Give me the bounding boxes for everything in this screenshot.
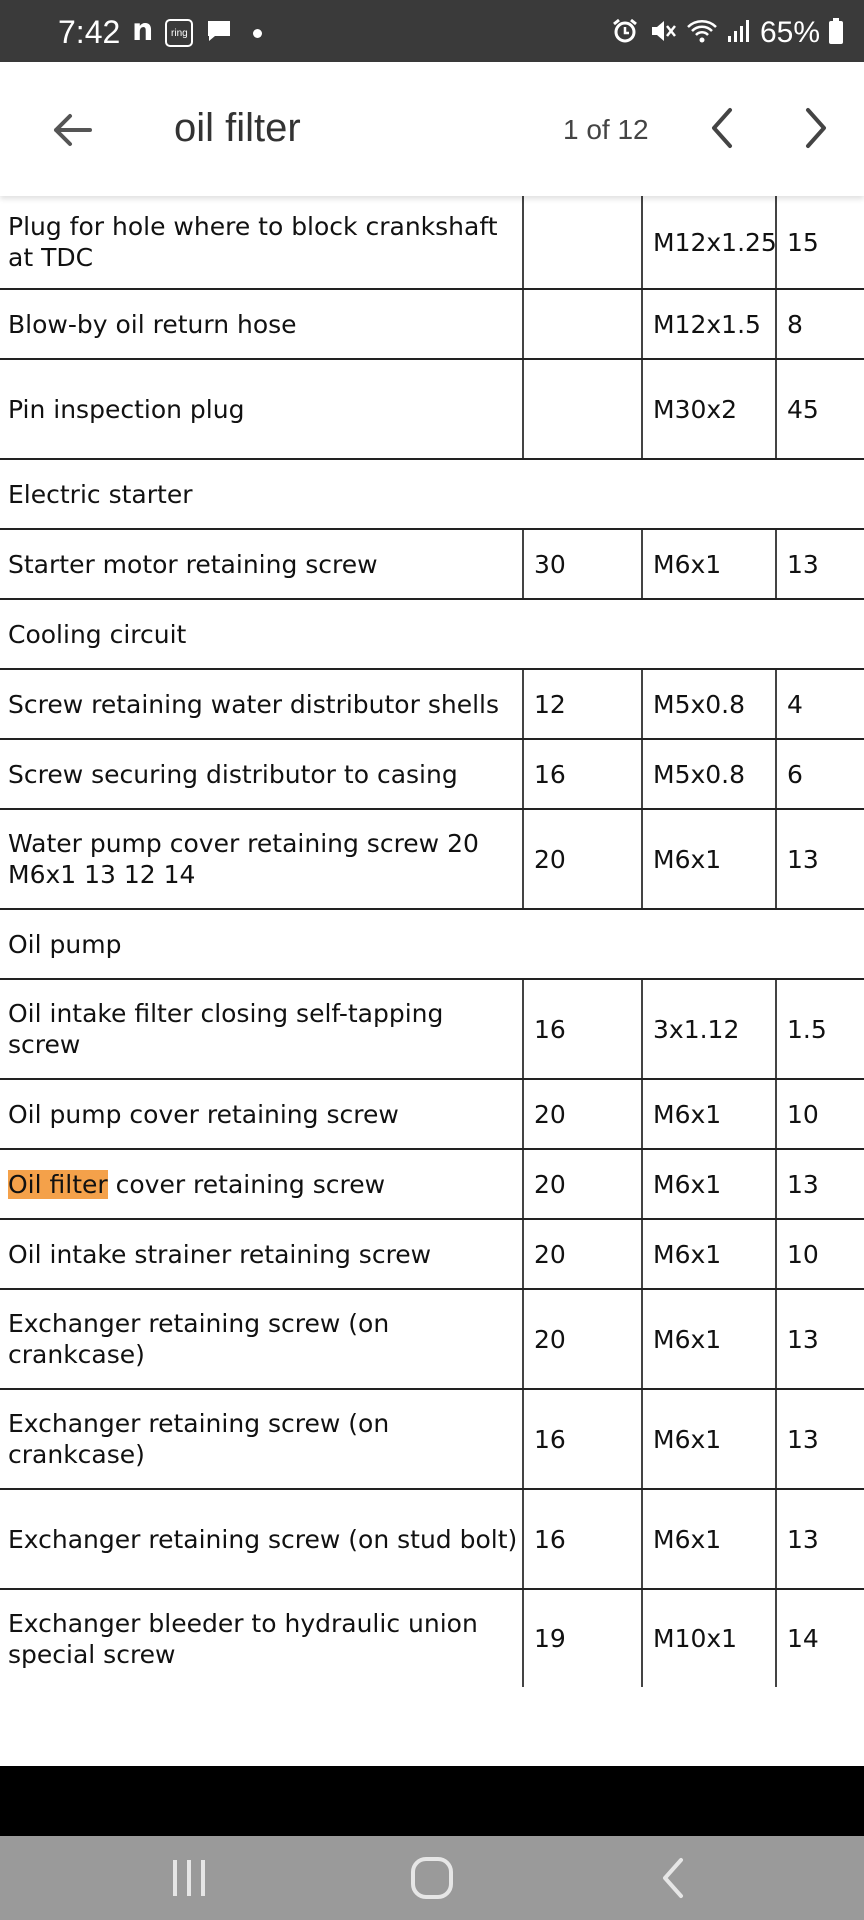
cell-thread: M12x1.5 <box>642 289 776 359</box>
cell-thread: M6x1 <box>642 1079 776 1149</box>
document-page <box>0 196 864 1687</box>
cell-description: Screw retaining water distributor shells <box>0 669 523 739</box>
cell-description: Oil intake filter closing self-tapping screw <box>0 979 523 1079</box>
cell-value-2: 14 <box>787 1624 819 1653</box>
cell-value-2: 1.5 <box>776 979 864 1079</box>
bottom-black-bar <box>0 1766 864 1836</box>
cell-value-1 <box>523 289 642 359</box>
home-button[interactable] <box>397 1850 467 1906</box>
cell-description <box>0 1149 523 1219</box>
cell-description: Blow-by oil return hose <box>0 289 523 359</box>
battery-icon <box>828 17 844 49</box>
cell-description: Oil pump cover retaining screw <box>0 1079 523 1149</box>
recent-apps-icon <box>167 1856 211 1900</box>
cell-description: Water pump cover retaining screw 20 M6x1 13 12 14 <box>0 809 523 909</box>
cell-description: Exchanger bleeder to hydraulic union special screw <box>0 1589 523 1687</box>
cell-value-2: 10 <box>776 1219 864 1289</box>
cell-description: Exchanger retaining screw (on crankcase) <box>0 1389 523 1489</box>
table-row <box>0 739 864 809</box>
cell-thread: M6x1 <box>642 1149 776 1219</box>
table-row <box>0 1289 864 1389</box>
cell-description: Screw securing distributor to casing <box>0 739 523 809</box>
table-row <box>0 1489 864 1589</box>
cell-thread: M6x1 <box>642 1489 776 1589</box>
system-navigation-bar <box>0 1836 864 1920</box>
table-row <box>0 529 864 599</box>
battery-percent: 65% <box>759 16 820 49</box>
status-bar <box>0 0 864 62</box>
table-row-highlighted <box>0 1149 864 1219</box>
cell-value-2: 45 <box>776 359 864 459</box>
cell-thread: M5x0.8 <box>642 739 776 809</box>
cell-description: Exchanger retaining screw (on crankcase) <box>0 1289 523 1389</box>
previous-match-button[interactable] <box>700 104 744 152</box>
chevron-left-icon <box>708 106 736 150</box>
table-row <box>0 359 864 459</box>
section-header: Electric starter <box>0 459 864 529</box>
cell-value-1: 20 <box>523 1219 642 1289</box>
table-row <box>0 1079 864 1149</box>
cell-value-1: 16 <box>523 739 642 809</box>
table-row <box>0 809 864 909</box>
next-match-button[interactable] <box>794 104 838 152</box>
search-match-highlight[interactable]: Oil filter <box>8 1169 108 1199</box>
cell-value-1: 16 <box>523 979 642 1079</box>
cell-thread: 3x1.12 <box>642 979 776 1079</box>
cell-thread: M6x1 <box>642 1389 776 1489</box>
mute-icon <box>648 16 678 50</box>
table-row <box>0 1589 864 1687</box>
cell-thread: M6x1 <box>642 1289 776 1389</box>
cell-value-1: 19 <box>523 1589 642 1687</box>
cell-value-2: 8 <box>776 289 864 359</box>
table-row <box>0 196 864 289</box>
cell-value-2: 13 <box>776 1489 864 1589</box>
back-button[interactable] <box>44 102 100 158</box>
cell-thread: M10x1 <box>642 1589 776 1687</box>
cell-value-2: 6 <box>776 739 864 809</box>
table-row <box>0 979 864 1079</box>
cell-description: Plug for hole where to block crankshaft at TDC <box>0 196 523 289</box>
cell-value-2: 13 <box>776 529 864 599</box>
cell-description: Exchanger retaining screw (on stud bolt) <box>0 1489 523 1589</box>
cell-value-2: 13 <box>776 1289 864 1389</box>
cell-value-2: 15 <box>776 196 864 289</box>
chevron-right-icon <box>802 106 830 150</box>
cell-value-1 <box>523 359 642 459</box>
cell-value-1: 12 <box>523 669 642 739</box>
table-row <box>0 1389 864 1489</box>
cell-value-2: 10 <box>776 1079 864 1149</box>
cell-thread: M12x1.25 <box>642 196 776 289</box>
match-count: 1 of 12 <box>563 114 649 145</box>
section-header-row <box>0 599 864 669</box>
recent-apps-button[interactable] <box>154 1850 224 1906</box>
back-icon <box>655 1854 691 1902</box>
dot-icon <box>253 29 262 38</box>
cell-description: Pin inspection plug <box>0 359 523 459</box>
table-row <box>0 289 864 359</box>
cell-thread: M6x1 <box>642 809 776 909</box>
cell-description: Starter motor retaining screw <box>0 529 523 599</box>
cell-value-1: 16 <box>523 1489 642 1589</box>
wifi-icon <box>686 16 718 50</box>
cell-value-2: 13 <box>776 809 864 909</box>
signal-icon <box>726 16 752 50</box>
status-time: 7:42 <box>58 14 121 50</box>
cell-value-1: 16 <box>523 1389 642 1489</box>
cell-value-2: 4 <box>776 669 864 739</box>
section-header-row <box>0 459 864 529</box>
alarm-icon <box>610 16 640 50</box>
cell-value-2: 13 <box>776 1149 864 1219</box>
section-header: Oil pump <box>0 909 864 979</box>
torque-table <box>0 196 864 1687</box>
find-toolbar <box>0 62 864 196</box>
cell-description-rest: cover retaining screw <box>107 1169 386 1199</box>
cell-thread: M6x1 <box>642 1219 776 1289</box>
cell-value-1: 20 <box>523 1149 642 1219</box>
ring-icon: ring <box>165 19 193 47</box>
notification-icons <box>132 13 262 48</box>
cell-description: Oil intake strainer retaining screw <box>0 1219 523 1289</box>
netflix-n-icon: n <box>132 13 154 48</box>
message-icon <box>205 18 233 48</box>
section-header-row <box>0 909 864 979</box>
cell-value-1: 20 <box>523 1079 642 1149</box>
cell-value-2: 13 <box>776 1389 864 1489</box>
cell-value-1 <box>523 196 642 289</box>
back-nav-button[interactable] <box>638 1850 708 1906</box>
home-icon <box>408 1854 456 1902</box>
table-row <box>0 669 864 739</box>
cell-value-1: 30 <box>523 529 642 599</box>
section-header: Cooling circuit <box>0 599 864 669</box>
back-arrow-icon <box>50 108 94 152</box>
cell-thread: M5x0.8 <box>642 669 776 739</box>
cell-value-1: 20 <box>523 1289 642 1389</box>
system-icons <box>610 16 844 50</box>
table-row <box>0 1219 864 1289</box>
cell-value-1: 20 <box>523 809 642 909</box>
cell-thread: M30x2 <box>642 359 776 459</box>
cell-thread: M6x1 <box>642 529 776 599</box>
search-query-text[interactable]: oil filter <box>174 106 301 150</box>
